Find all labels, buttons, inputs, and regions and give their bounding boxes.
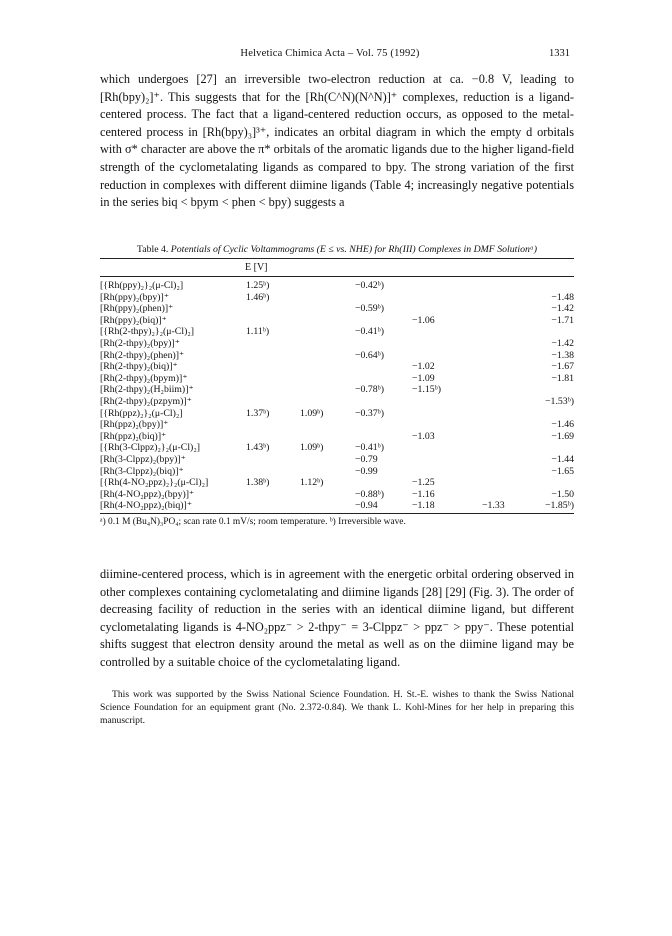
complex-name-cell: [Rh(2-thpy)₂(pzpym)]⁺ <box>100 395 192 407</box>
complex-name-cell: [{Rh(ppz)₂}₂(μ-Cl)₂] <box>100 407 183 419</box>
potential-cell: −1.44 <box>551 453 574 465</box>
table-unit-header: E [V] <box>245 262 268 273</box>
table-row <box>100 489 574 501</box>
complex-name-cell: [Rh(ppy)₂(biq)]⁺ <box>100 314 167 326</box>
table-row <box>100 477 574 489</box>
table-row <box>100 408 574 420</box>
table-row <box>100 454 574 466</box>
table-caption <box>100 244 574 255</box>
table-row <box>100 350 574 362</box>
running-header: Helvetica Chimica Acta – Vol. 75 (1992) <box>240 48 420 59</box>
table-row <box>100 419 574 431</box>
complex-name-cell: [Rh(2-thpy)₂(bpym)]⁺ <box>100 372 188 384</box>
table-row <box>100 292 574 304</box>
table-row <box>100 280 574 292</box>
potential-cell: −1.50 <box>551 488 574 500</box>
complex-name-cell: [Rh(4-NO₂ppz)₂(biq)]⁺ <box>100 500 192 512</box>
table-row <box>100 373 574 385</box>
potential-cell: −0.42ᵇ) <box>355 280 384 291</box>
table-row <box>100 431 574 443</box>
potential-cell: −0.64ᵇ) <box>355 349 384 361</box>
table-row <box>100 442 574 454</box>
potential-cell: 1.11ᵇ) <box>246 326 270 338</box>
complex-name-cell: [{Rh(ppy)₂}₂(μ-Cl)₂] <box>100 280 184 291</box>
complex-name-cell: [{Rh(2-thpy)₂}₂(μ-Cl)₂] <box>100 326 195 338</box>
table-row <box>100 338 574 350</box>
potential-cell: −0.99 <box>355 465 378 477</box>
complex-name-cell: [Rh(ppy)₂(bpy)]⁺ <box>100 291 169 303</box>
complex-name-cell: [Rh(ppz)₂(biq)]⁺ <box>100 430 167 442</box>
complex-name-cell: [Rh(4-NO₂ppz)₂(bpy)]⁺ <box>100 488 195 500</box>
table-row <box>100 396 574 408</box>
table-rule-top <box>100 258 574 259</box>
table-caption-text: Potentials of Cyclic Voltammograms (E ≤ vs. NHE) for Rh(III) Complexes in DMF Solutionᵃ) <box>170 244 538 255</box>
complex-name-cell: [{Rh(4-NO₂ppz)₂}₂(μ-Cl)₂] <box>100 477 209 489</box>
potential-cell: −1.25 <box>412 477 435 489</box>
table-footnote: ᵃ) 0.1 M (Bu₄N)₃PO₄; scan rate 0.1 mV/s; room temperature. ᵇ) Irreversible wave. <box>100 517 406 527</box>
potential-cell: −1.67 <box>551 361 574 373</box>
table-row <box>100 326 574 338</box>
table-row <box>100 466 574 478</box>
table-row <box>100 500 574 512</box>
potential-cell: −1.16 <box>412 488 435 500</box>
complex-name-cell: [Rh(2-thpy)₂(biq)]⁺ <box>100 361 178 373</box>
complex-name-cell: [Rh(ppz)₂(bpy)]⁺ <box>100 419 169 431</box>
potential-cell: −0.78ᵇ) <box>355 384 384 396</box>
table-rule-mid <box>100 276 574 277</box>
potential-cell: −0.79 <box>355 453 378 465</box>
potential-cell: −1.53ᵇ) <box>545 395 574 407</box>
potential-cell: 1.25ᵇ) <box>246 280 270 291</box>
potential-cell: 1.38ᵇ) <box>246 477 270 489</box>
paragraph-1: which undergoes [27] an irreversible two-electron reduction at ca. −0.8 V, leading to [Rh(bpy)₂]⁺. This suggests that for the [Rh(C^N)(N^N)]⁺ complexes, reduction is a ligand-centered process. The fact that a ligand-centered reduction occurs, as opposed to the metal-centered process in [Rh(bpy)₃]³⁺, indicates an orbital diagram in which the empty d orbitals with σ* character are above the π* orbitals of the aromatic ligands due to the higher ligand-field strength of the cyclometalating ligands as compared to bpy. The strong variation of the first reduction in complexes with different diimine ligands (Table 4; increasingly negative potentials in the series biq < bpym < phen < bpy) suggests a <box>100 72 574 210</box>
complex-name-cell: [Rh(3-Clppz)₂(bpy)]⁺ <box>100 453 186 465</box>
potential-cell: −1.15ᵇ) <box>412 384 441 396</box>
table-rule-bottom <box>100 513 574 514</box>
potential-cell: 1.09ᵇ) <box>300 407 324 419</box>
potential-cell: 1.43ᵇ) <box>246 442 270 454</box>
complex-name-cell: [{Rh(3-Clppz)₂}₂(μ-Cl)₂] <box>100 442 200 454</box>
potential-cell: −0.37ᵇ) <box>355 407 384 419</box>
table-row <box>100 361 574 373</box>
paragraph-2: diimine-centered process, which is in agreement with the energetic orbital ordering observed in other complexes containing cyclometalating and diimine ligands [28] [29] (Fig. 3). The order of decreasing facility of reduction in the series with an identical diimine ligand, but different cyclometalating ligands is 4-NO₂ppz⁻ > 2-thpy⁻ = 3-Clppz⁻ > ppz⁻ > ppy⁻. These potential shifts suggest that electron density around the metal as well as on the diimine ligand may be controlled by a suitable choice of the cyclometalating ligand. <box>100 567 574 669</box>
table-caption-label: Table 4. <box>136 244 169 255</box>
potential-cell: −1.46 <box>551 419 574 431</box>
potential-cell: −1.48 <box>551 291 574 303</box>
complex-name-cell: [Rh(3-Clppz)₂(biq)]⁺ <box>100 465 184 477</box>
complex-name-cell: [Rh(2-thpy)₂(bpy)]⁺ <box>100 337 180 349</box>
potential-cell: −1.69 <box>551 430 574 442</box>
potential-cell: 1.09ᵇ) <box>300 442 324 454</box>
table-row <box>100 384 574 396</box>
potential-cell: −1.38 <box>551 349 574 361</box>
potential-cell: 1.12ᵇ) <box>300 477 324 489</box>
potential-cell: −1.42 <box>551 337 574 349</box>
acknowledgement: This work was supported by the Swiss National Science Foundation. H. St.-E. wishes to thank the Swiss National Science Foundation for an equipment grant (No. 2.372-0.84). We thank L. Kohl-Mines for her help in preparing this manuscript. <box>100 689 574 726</box>
potential-cell: −1.06 <box>412 314 435 326</box>
table-row <box>100 315 574 327</box>
complex-name-cell: [Rh(2-thpy)₂(phen)]⁺ <box>100 349 185 361</box>
potential-cell: −1.42 <box>551 303 574 315</box>
potential-cell: −1.65 <box>551 465 574 477</box>
potential-cell: 1.46ᵇ) <box>246 291 270 303</box>
potentials-table <box>100 280 574 512</box>
potential-cell: −1.33 <box>482 500 505 512</box>
table-row <box>100 303 574 315</box>
potential-cell: −1.02 <box>412 361 435 373</box>
complex-name-cell: [Rh(2-thpy)₂(H₂biim)]⁺ <box>100 384 194 396</box>
potential-cell: −1.09 <box>412 372 435 384</box>
potential-cell: −1.71 <box>551 314 574 326</box>
complex-name-cell: [Rh(ppy)₂(phen)]⁺ <box>100 303 174 315</box>
potential-cell: −1.81 <box>551 372 574 384</box>
page-number: 1331 <box>549 48 570 59</box>
potential-cell: −1.85ᵇ) <box>545 500 574 512</box>
potential-cell: −0.41ᵇ) <box>355 442 384 454</box>
potential-cell: −1.03 <box>412 430 435 442</box>
potential-cell: −0.59ᵇ) <box>355 303 384 315</box>
potential-cell: −0.88ᵇ) <box>355 488 384 500</box>
potential-cell: −0.94 <box>355 500 378 512</box>
potential-cell: −1.18 <box>412 500 435 512</box>
potential-cell: 1.37ᵇ) <box>246 407 270 419</box>
potential-cell: −0.41ᵇ) <box>355 326 384 338</box>
